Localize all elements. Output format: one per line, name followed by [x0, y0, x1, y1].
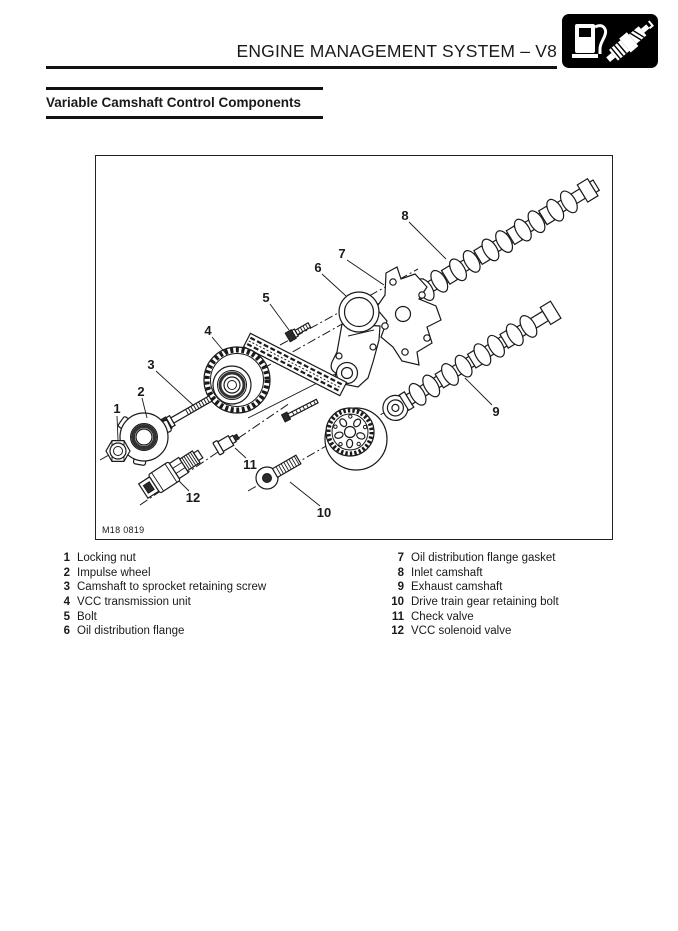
callout-6: 6 — [314, 260, 322, 275]
legend-item-number: 12 — [391, 625, 404, 638]
legend-item — [380, 566, 670, 581]
stud-bolt — [282, 398, 319, 422]
part-drive-gear-bolt — [256, 455, 301, 489]
part-locking-nut — [106, 441, 130, 462]
legend-item — [380, 580, 670, 595]
legend-item-label: Exhaust camshaft — [411, 581, 503, 594]
part-bolt — [285, 321, 312, 342]
legend-item-number: 8 — [397, 566, 404, 579]
legend-item-label: Drive train gear retaining bolt — [411, 595, 559, 608]
legend-item-label: VCC transmission unit — [77, 595, 191, 608]
legend-item-number: 10 — [391, 595, 404, 608]
legend-item — [46, 580, 366, 595]
legend-item — [46, 566, 366, 581]
legend-item-label: Oil distribution flange gasket — [411, 552, 556, 564]
section-title: Variable Camshaft Control Components — [46, 87, 323, 119]
part-oil-distribution-flange — [331, 292, 380, 387]
legend-item-number: 3 — [63, 581, 70, 594]
legend-item-label: Bolt — [77, 610, 97, 623]
callout-3: 3 — [147, 357, 155, 372]
callout-7: 7 — [338, 246, 346, 261]
callout-8: 8 — [401, 208, 409, 223]
legend-column-right — [380, 551, 670, 639]
page-title: ENGINE MANAGEMENT SYSTEM – V8 — [236, 41, 557, 61]
legend-item — [46, 624, 366, 639]
legend-item-number: 5 — [63, 610, 70, 623]
legend-item-number: 7 — [397, 552, 404, 564]
legend-item — [46, 595, 366, 610]
legend-item-number: 11 — [391, 610, 404, 623]
legend-item-number: 2 — [63, 566, 70, 579]
callout-2: 2 — [137, 384, 145, 399]
legend-item-number: 4 — [63, 595, 70, 608]
legend-item-label: VCC solenoid valve — [411, 625, 512, 638]
callout-9: 9 — [492, 404, 500, 419]
callout-5: 5 — [262, 290, 270, 305]
callout-12: 12 — [185, 490, 201, 505]
callout-11: 11 — [243, 457, 257, 472]
callout-1: 1 — [113, 401, 121, 416]
legend-item-label: Oil distribution flange — [77, 625, 185, 638]
legend-item-number: 1 — [63, 552, 70, 564]
legend-item-label: Impulse wheel — [77, 566, 151, 579]
legend-item — [380, 551, 670, 566]
legend-item-number: 6 — [63, 625, 70, 638]
legend-item-label: Check valve — [411, 610, 474, 623]
legend-item-label: Camshaft to sprocket retaining screw — [77, 581, 267, 594]
legend-item — [380, 624, 670, 639]
figure-code: M18 0819 — [102, 525, 145, 535]
chapter-icon-badge — [562, 14, 658, 68]
title-rule — [46, 66, 557, 69]
exploded-diagram — [96, 156, 610, 537]
legend-item — [46, 551, 366, 566]
legend-item-label: Inlet camshaft — [411, 566, 483, 579]
legend-item-label: Locking nut — [77, 552, 136, 564]
spark-plug-icon — [602, 17, 656, 67]
part-check-valve — [213, 430, 242, 455]
fuel-pump-icon — [572, 24, 606, 58]
legend-item — [380, 610, 670, 625]
legend-item — [380, 595, 670, 610]
legend-column-left — [46, 551, 366, 639]
fuel-pump-spark-plug-icon — [562, 14, 658, 68]
legend-item-number: 9 — [397, 581, 404, 594]
drive-train-gear — [325, 408, 387, 470]
callout-10: 10 — [316, 505, 332, 520]
exploded-diagram-figure — [95, 155, 613, 540]
part-vcc-transmission-unit — [204, 347, 270, 413]
legend-item — [46, 610, 366, 625]
callout-4: 4 — [204, 323, 212, 338]
